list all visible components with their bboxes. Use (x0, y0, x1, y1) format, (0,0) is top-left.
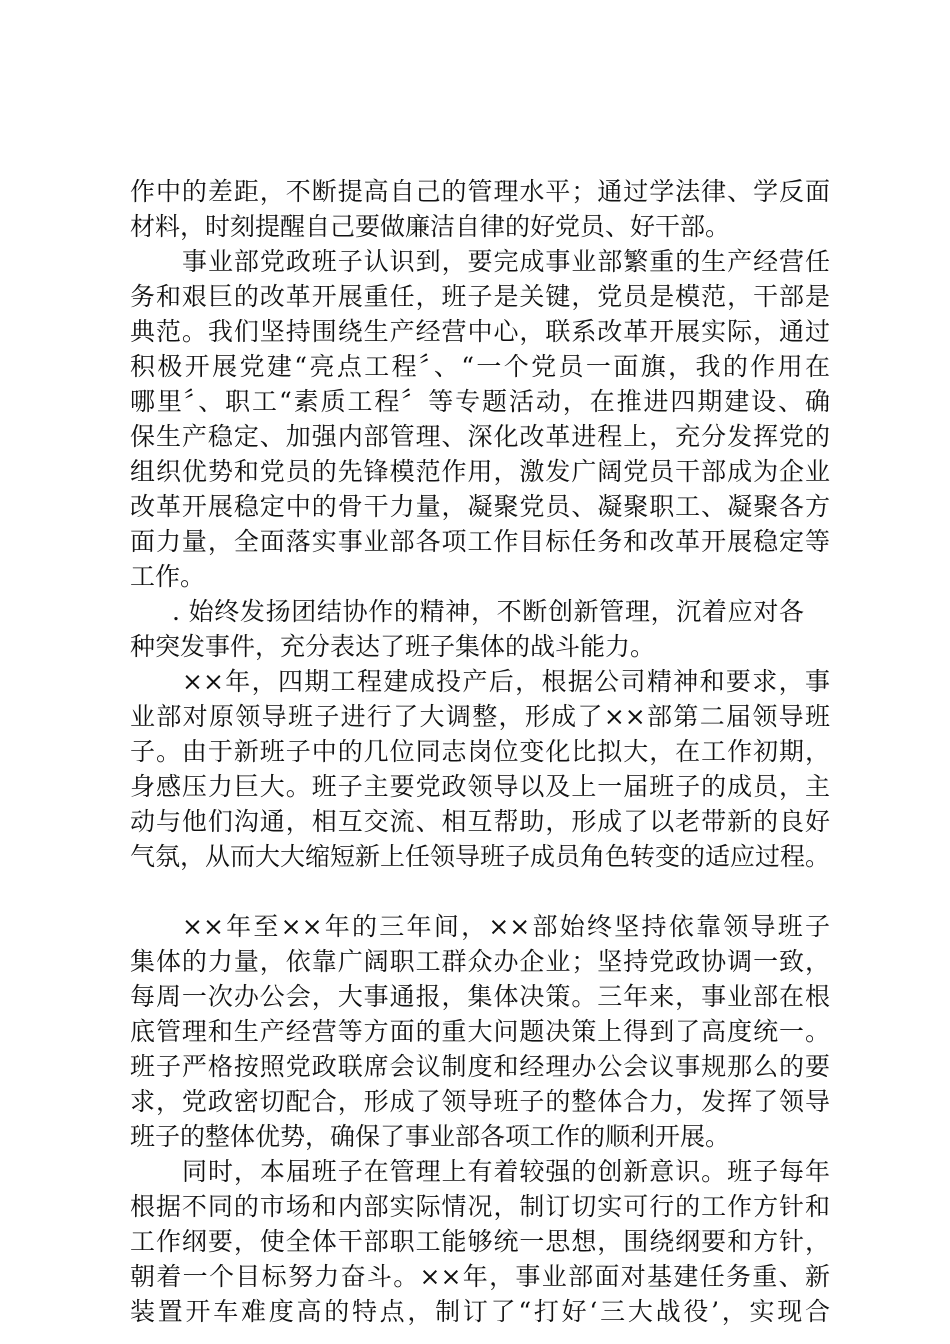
text-line: 每周一次办公会，大事通报，集体决策。三年来，事业部在根 (130, 982, 830, 1011)
text-line: 典范。我们坚持围绕生产经营中心，联系改革开展实际，通过 (130, 317, 830, 346)
text-line: 班子的整体优势，确保了事业部各项工作的顺利开展。 (130, 1122, 731, 1151)
text-line: 组织优势和党员的先锋模范作用，激发广阔党员干部成为企业 (130, 457, 830, 486)
text-line: 同时，本届班子在管理上有着较强的创新意识。班子每年 (182, 1157, 830, 1186)
text-line: 子。由于新班子中的几位同志岗位变化比拟大，在工作初期， (130, 737, 830, 766)
text-line: ××年至××年的三年间，××部始终坚持依靠领导班子 (182, 912, 830, 941)
text-line: 根据不同的市场和内部实际情况，制订切实可行的工作方针和 (130, 1192, 830, 1221)
text-line: 材料，时刻提醒自己要做廉洁自律的好党员、好干部。 (130, 212, 731, 241)
section-heading-line: 种突发事件，充分表达了班子集体的战斗能力。 (130, 632, 656, 661)
text-line: 事业部党政班子认识到，要完成事业部繁重的生产经营任 (182, 247, 830, 276)
text-line: 身感压力巨大。班子主要党政领导以及上一届班子的成员，主 (130, 772, 830, 801)
text-line: 哪里〞、职工“素质工程〞等专题活动，在推进四期建设、确 (130, 387, 830, 416)
text-line: 务和艰巨的改革开展重任，班子是关键，党员是模范，干部是 (130, 282, 830, 311)
text-line: 气氛，从而大大缩短新上任领导班子成员角色转变的适应过程。 (130, 842, 831, 871)
text-line: 业部对原领导班子进行了大调整，形成了××部第二届领导班 (130, 702, 830, 731)
text-line: 集体的力量，依靠广阔职工群众办企业；坚持党政协调一致， (130, 947, 830, 976)
text-line: ××年，四期工程建成投产后，根据公司精神和要求，事 (182, 667, 830, 696)
text-line: 动与他们沟通，相互交流、相互帮助，形成了以老带新的良好 (130, 807, 830, 836)
section-heading-line: . 始终发扬团结协作的精神，不断创新管理，沉着应对各 (172, 597, 804, 626)
text-line: 面力量，全面落实事业部各项工作目标任务和改革开展稳定等 (130, 527, 830, 556)
text-line: 装置开车难度高的特点，制订了“打好‘三大战役’，实现合 (130, 1297, 830, 1326)
text-line: 积极开展党建“亮点工程〞、“一个党员一面旗，我的作用在 (130, 352, 830, 381)
text-line: 朝着一个目标努力奋斗。××年，事业部面对基建任务重、新 (130, 1262, 830, 1291)
text-line: 改革开展稳定中的骨干力量，凝聚党员、凝聚职工、凝聚各方 (130, 492, 830, 521)
text-line: 工作。 (130, 562, 206, 591)
text-line: 工作纲要，使全体干部职工能够统一思想，围绕纲要和方针， (130, 1227, 830, 1256)
text-line: 保生产稳定、加强内部管理、深化改革进程上，充分发挥党的 (130, 422, 830, 451)
text-line: 底管理和生产经营等方面的重大问题决策上得到了高度统一。 (130, 1017, 830, 1046)
text-line: 求，党政密切配合，形成了领导班子的整体合力，发挥了领导 (130, 1087, 830, 1116)
text-line: 作中的差距，不断提高自己的管理水平；通过学法律、学反面 (130, 177, 830, 206)
text-line: 班子严格按照党政联席会议制度和经理办公会议事规那么的要 (130, 1052, 830, 1081)
